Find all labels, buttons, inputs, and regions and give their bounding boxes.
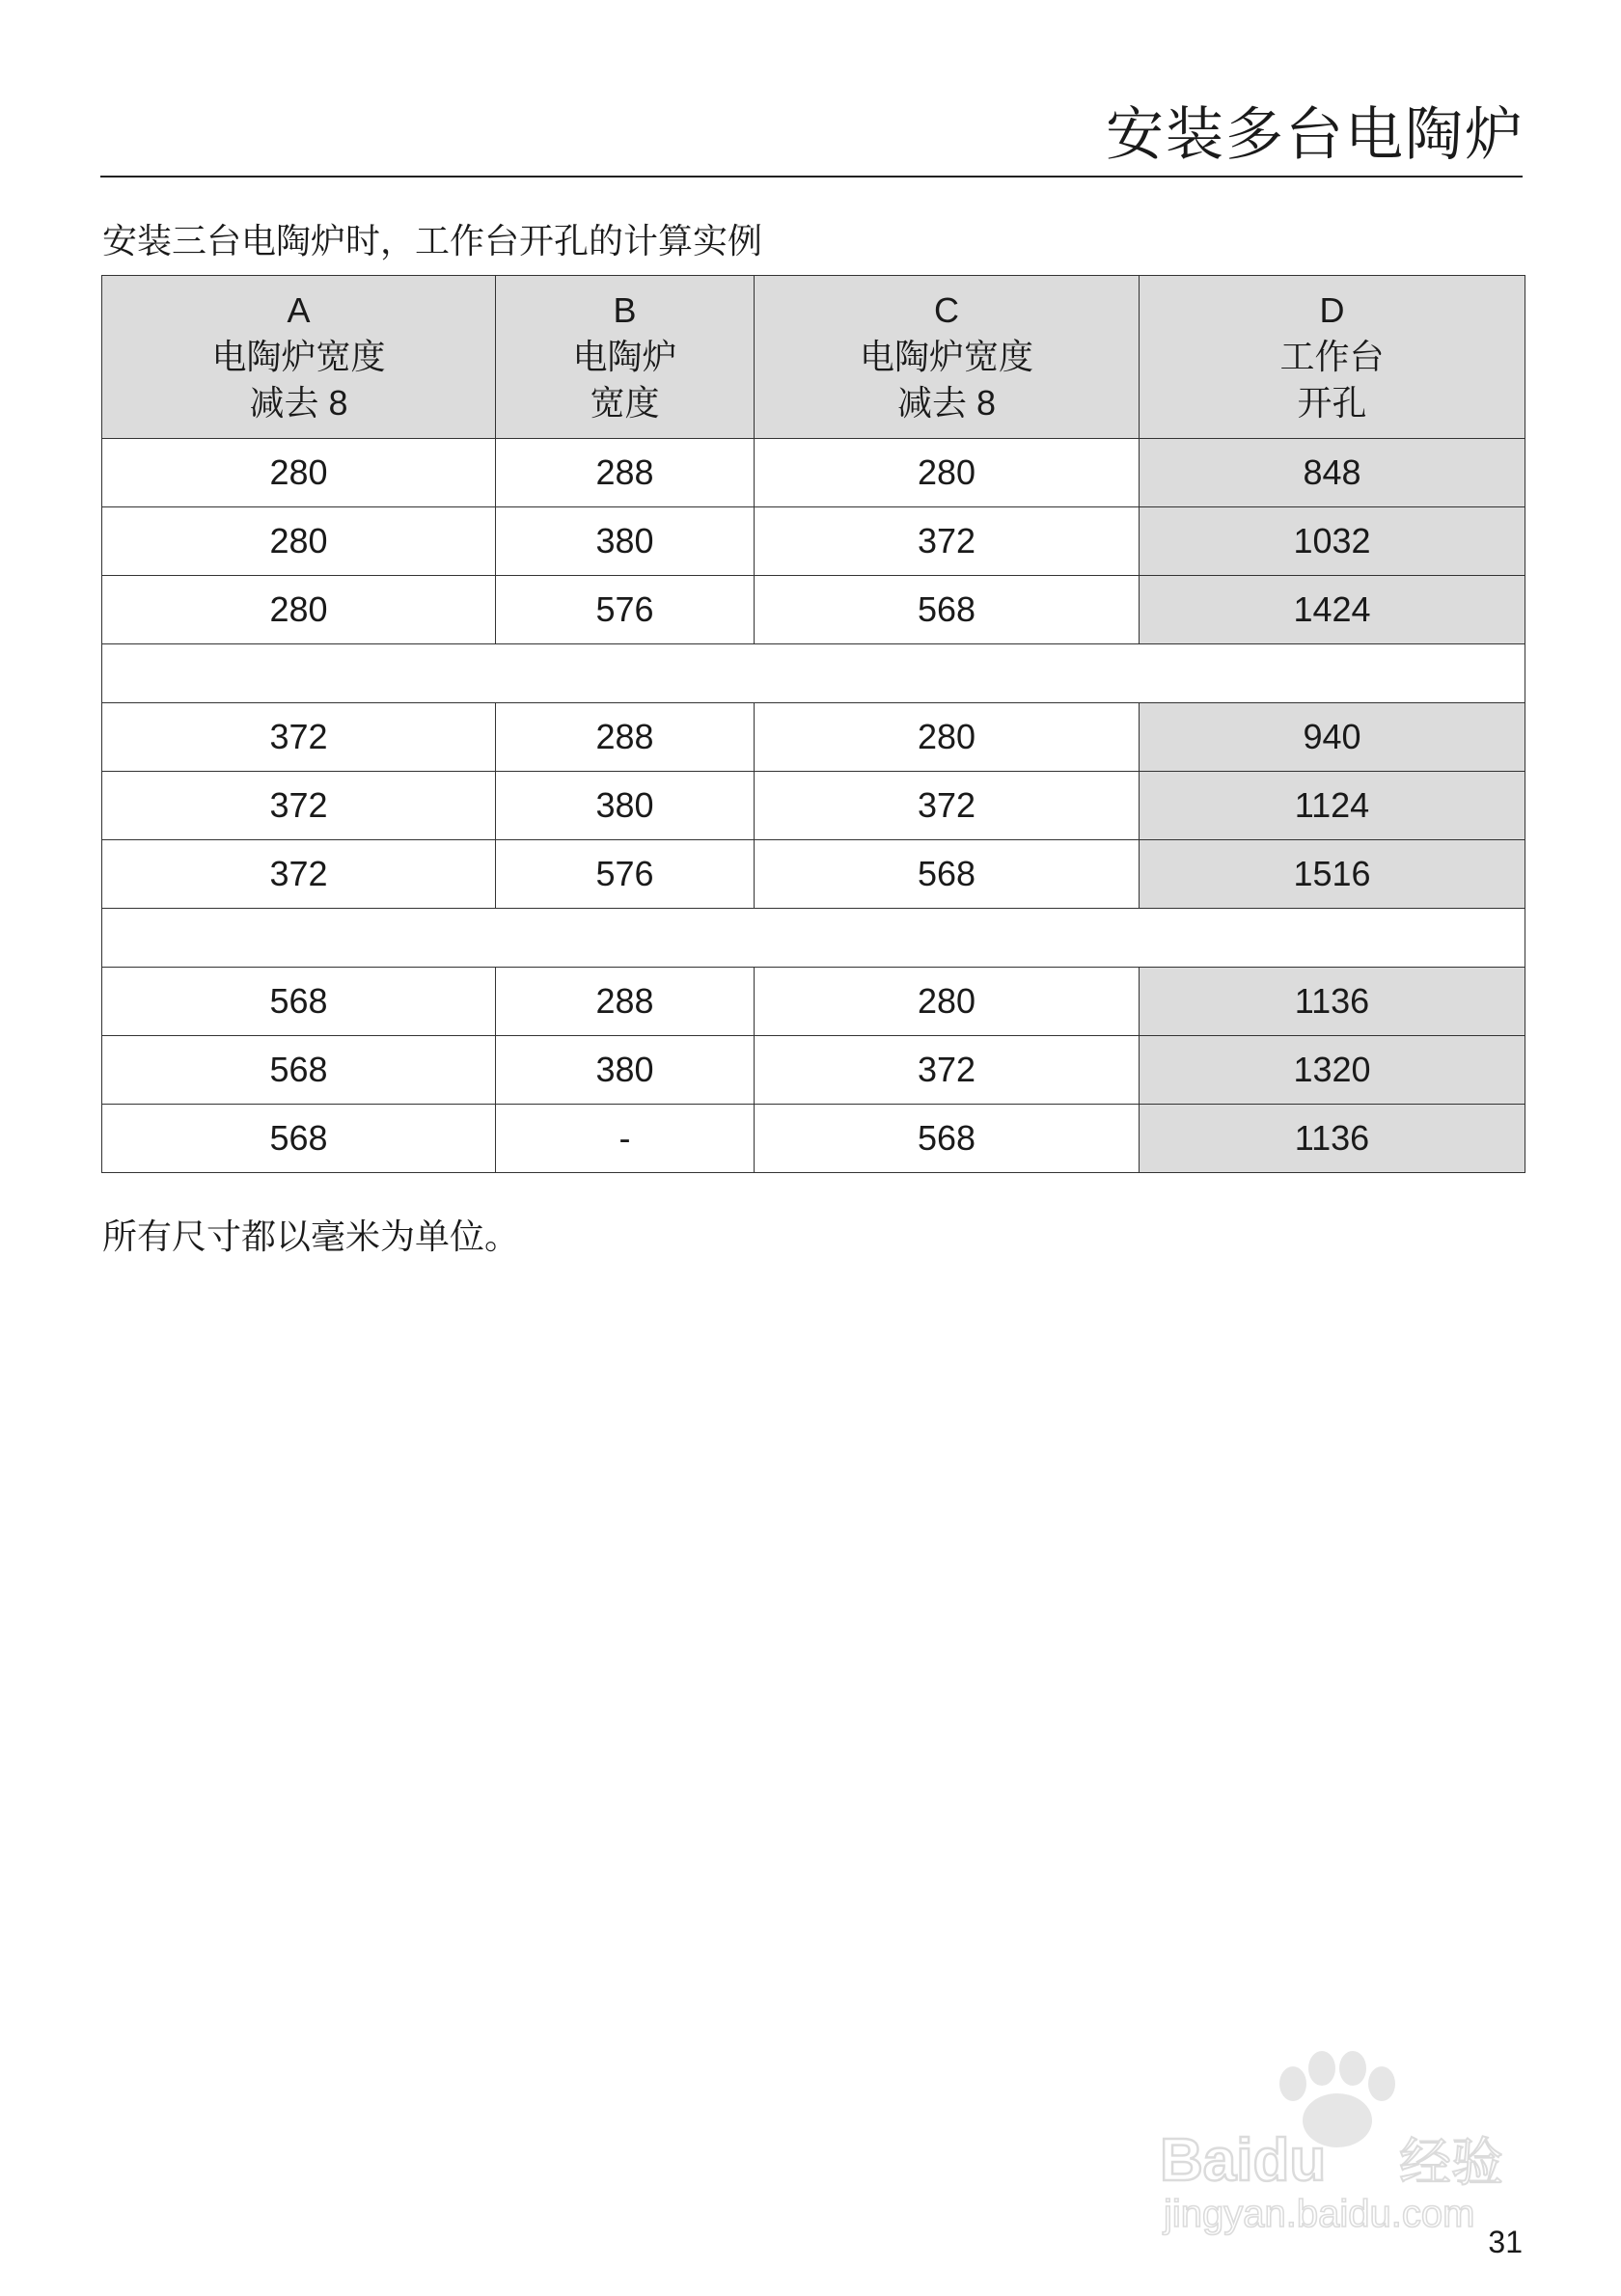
table-cell: 380 — [496, 772, 755, 840]
baidu-jingyan-watermark — [1148, 2045, 1534, 2238]
watermark-brand: Baidu — [1160, 2127, 1327, 2194]
table-cell: 372 — [755, 772, 1140, 840]
table-cell: 280 — [102, 507, 496, 576]
column-label: 宽度 — [590, 383, 660, 423]
column-letter: C — [934, 290, 959, 330]
column-header-c — [755, 276, 1140, 439]
table-cell: 568 — [102, 1105, 496, 1173]
table-cell: 568 — [755, 1105, 1140, 1173]
column-letter: D — [1319, 290, 1345, 330]
table-row — [102, 1036, 1525, 1105]
cutout-cell: 1136 — [1140, 1105, 1525, 1173]
table-cell: 568 — [755, 576, 1140, 644]
table-row — [102, 703, 1525, 772]
cutout-cell: 1424 — [1140, 576, 1525, 644]
units-footnote: 所有尺寸都以毫米为单位。 — [102, 1217, 520, 1257]
group-spacer-row — [102, 909, 1525, 968]
table-header-row — [102, 276, 1525, 439]
table-cell: 288 — [496, 968, 755, 1036]
column-label: 电陶炉宽度 — [211, 337, 386, 376]
column-label: 工作台 — [1279, 337, 1385, 376]
table-row — [102, 772, 1525, 840]
table-cell: 576 — [496, 576, 755, 644]
column-label: 减去 8 — [896, 383, 997, 423]
column-header-d — [1140, 276, 1525, 439]
table-cell: 280 — [102, 439, 496, 507]
cutout-cell: 1124 — [1140, 772, 1525, 840]
column-label: 开孔 — [1297, 383, 1367, 423]
table-row — [102, 576, 1525, 644]
table-cell: 568 — [755, 840, 1140, 909]
cutout-cell: 940 — [1140, 703, 1525, 772]
table-row — [102, 1105, 1525, 1173]
cutout-cell: 1516 — [1140, 840, 1525, 909]
table-row — [102, 968, 1525, 1036]
table-cell: 372 — [102, 703, 496, 772]
column-label: 电陶炉宽度 — [859, 337, 1033, 376]
table-cell: 372 — [102, 772, 496, 840]
page-number: 31 — [1488, 2225, 1523, 2259]
column-label: 减去 8 — [249, 383, 348, 423]
group-spacer-row — [102, 644, 1525, 703]
section-title: 安装三台电陶炉时，工作台开孔的计算实例 — [102, 222, 763, 261]
header-divider — [100, 176, 1523, 178]
table-cell: 576 — [496, 840, 755, 909]
column-letter: A — [287, 290, 311, 330]
table-cell: 288 — [496, 439, 755, 507]
table-row — [102, 439, 1525, 507]
table-cell: 380 — [496, 1036, 755, 1105]
cutout-cell: 1320 — [1140, 1036, 1525, 1105]
watermark-url: jingyan.baidu.com — [1164, 2193, 1475, 2235]
table-cell: - — [496, 1105, 755, 1173]
table-row — [102, 507, 1525, 576]
cutout-cell: 1032 — [1140, 507, 1525, 576]
table-cell: 568 — [102, 1036, 496, 1105]
table-cell: 280 — [755, 703, 1140, 772]
table-cell: 280 — [102, 576, 496, 644]
column-letter: B — [613, 290, 637, 330]
table-cell: 372 — [755, 507, 1140, 576]
table-cell: 288 — [496, 703, 755, 772]
column-header-b — [496, 276, 755, 439]
cutout-cell: 848 — [1140, 439, 1525, 507]
table-cell: 280 — [755, 439, 1140, 507]
page-header-title: 安装多台电陶炉 — [1106, 101, 1525, 169]
table-row — [102, 840, 1525, 909]
spacer-cell — [102, 644, 1525, 703]
column-header-a — [102, 276, 496, 439]
spacer-cell — [102, 909, 1525, 968]
table-cell: 280 — [755, 968, 1140, 1036]
table-cell: 568 — [102, 968, 496, 1036]
column-label: 电陶炉 — [572, 337, 677, 376]
cutout-cell: 1136 — [1140, 968, 1525, 1036]
table-cell: 372 — [102, 840, 496, 909]
table-cell: 380 — [496, 507, 755, 576]
watermark-service: 经验 — [1399, 2132, 1503, 2193]
calculation-table — [101, 275, 1525, 1173]
table-cell: 372 — [755, 1036, 1140, 1105]
